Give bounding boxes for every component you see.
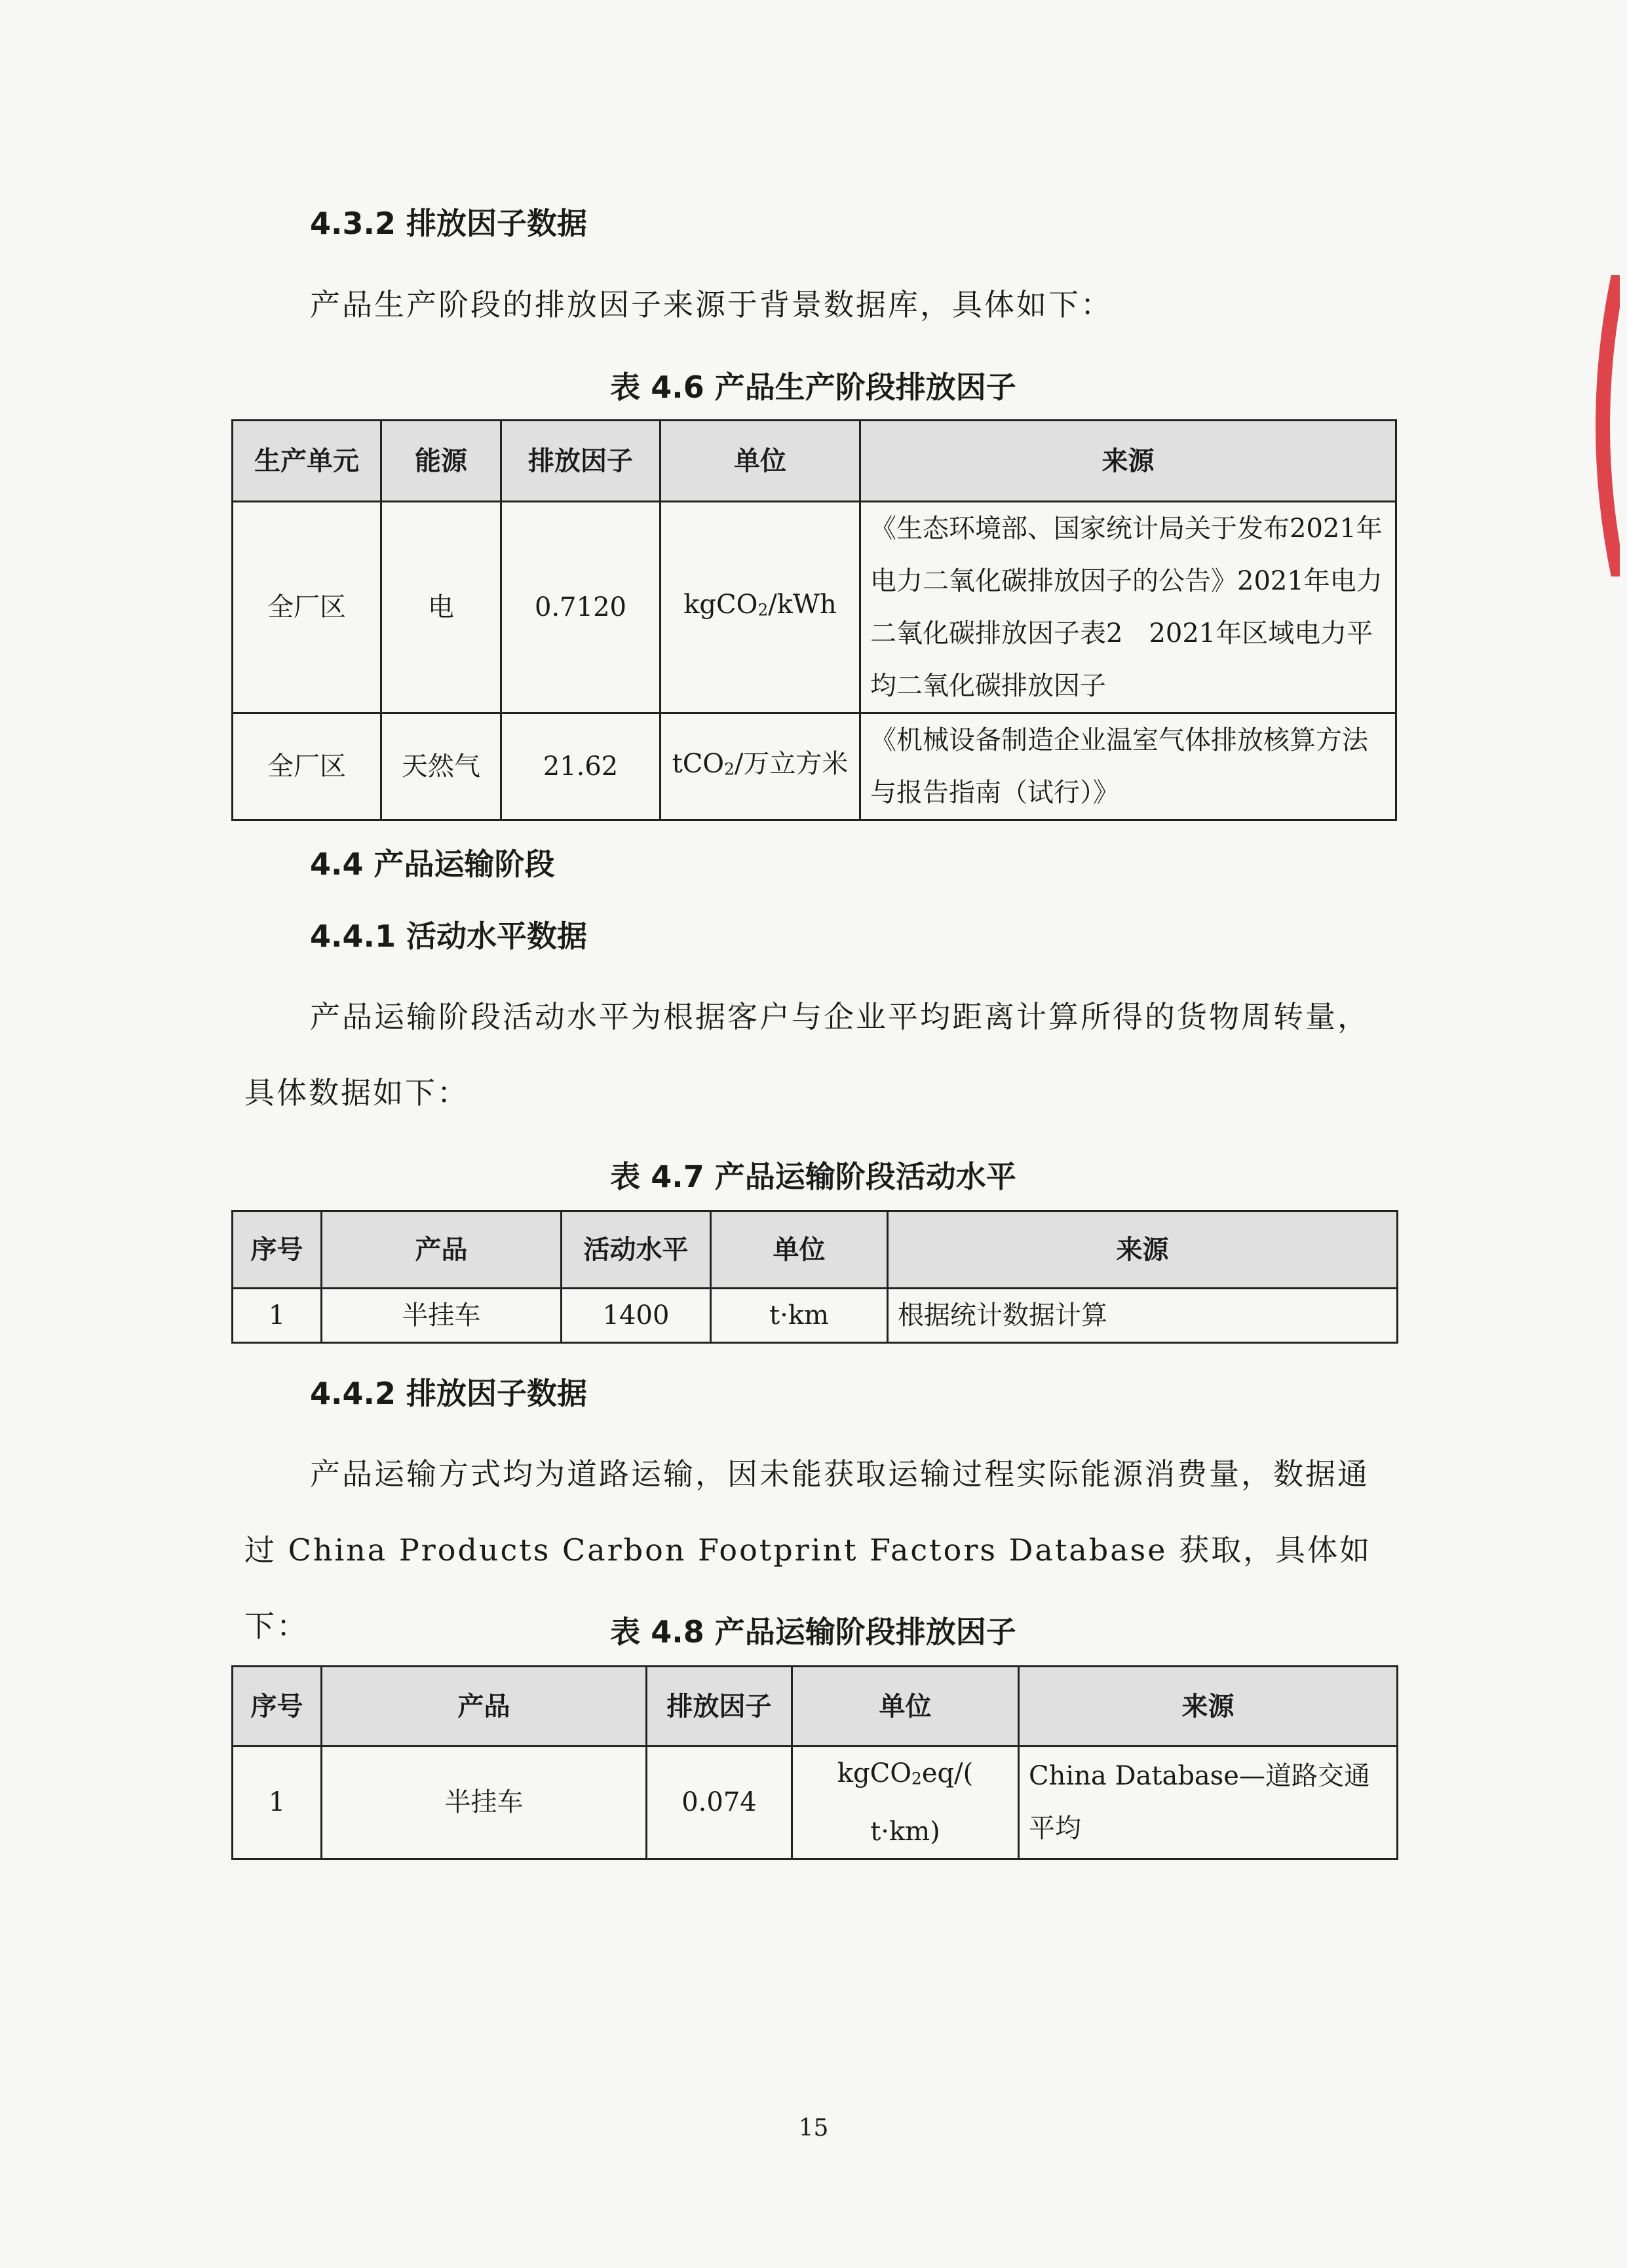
header-product: 产品 [322,1211,562,1289]
header-unit: 单位 [660,421,860,502]
table-4-8-caption: 表 4.8 产品运输阶段排放因子 [610,1614,1016,1650]
section-4-4-heading: 4.4 产品运输阶段 [310,846,555,882]
section-4-3-2-intro: 产品生产阶段的排放因子来源于背景数据库，具体如下： [310,287,1113,322]
red-seal-stamp [1580,275,1620,576]
table-4-6-caption: 表 4.6 产品生产阶段排放因子 [610,369,1016,405]
cell-unit: tCO$_2$/万立方米 [660,713,860,820]
header-unit: 单位 [711,1211,888,1289]
section-4-4-1-intro: 产品运输阶段活动水平为根据客户与企业平均距离计算所得的货物周转量，具体数据如下： [244,999,1369,1110]
cell-production-unit: 全厂区 [233,713,381,820]
cell-number: 1 [233,1289,322,1343]
section-4-4-2-heading: 4.4.2 排放因子数据 [310,1376,587,1411]
header-energy: 能源 [381,421,501,502]
cell-source: 《生态环境部、国家统计局关于发布2021年电力二氧化碳排放因子的公告》2021年电力二氧化碳排放因子表2 2021年区域电力平均二氧化碳排放因子 [860,502,1396,713]
cell-emission-factor: 21.62 [501,713,660,820]
header-source: 来源 [888,1211,1398,1289]
section-4-3-2-heading: 4.3.2 排放因子数据 [310,206,587,241]
cell-product: 半挂车 [322,1289,562,1343]
cell-source: China Database—道路交通平均 [1019,1747,1398,1859]
header-emission-factor: 排放因子 [647,1667,792,1747]
page-number: 15 [798,2115,829,2142]
table-row [233,713,1396,820]
cell-emission-factor: 0.074 [647,1747,792,1859]
cell-number: 1 [233,1747,322,1859]
cell-activity-level: 1400 [562,1289,711,1343]
cell-unit: kgCO$_2$eq/( t·km) [792,1747,1019,1859]
header-product: 产品 [322,1667,647,1747]
table-4-6 [231,419,1397,821]
header-number: 序号 [233,1211,322,1289]
cell-unit: kgCO$_2$/kWh [660,502,860,713]
table-row [233,1747,1398,1859]
table-4-8 [231,1665,1398,1860]
header-number: 序号 [233,1667,322,1747]
header-emission-factor: 排放因子 [501,421,660,502]
table-header-row [233,1667,1398,1747]
header-source: 来源 [860,421,1396,502]
table-row [233,1289,1398,1343]
section-4-4-1-heading: 4.4.1 活动水平数据 [310,918,587,954]
cell-source: 根据统计数据计算 [888,1289,1398,1343]
cell-production-unit: 全厂区 [233,502,381,713]
cell-energy: 电 [381,502,501,713]
cell-energy: 天然气 [381,713,501,820]
table-row [233,502,1396,713]
table-header-row [233,1211,1398,1289]
cell-source: 《机械设备制造企业温室气体排放核算方法与报告指南（试行）》 [860,713,1396,820]
section-4-4-2-intro: 产品运输方式均为道路运输，因未能获取运输过程实际能源消费量，数据通过 China Products Carbon Footprint Factors Database 获取，具体如下： [244,1456,1372,1644]
cell-emission-factor: 0.7120 [501,502,660,713]
table-header-row [233,421,1396,502]
header-source: 来源 [1019,1667,1398,1747]
cell-unit: t·km [711,1289,888,1343]
cell-product: 半挂车 [322,1747,647,1859]
table-4-7-caption: 表 4.7 产品运输阶段活动水平 [610,1159,1016,1194]
header-production-unit: 生产单元 [233,421,381,502]
stamp-arc [1603,275,1618,576]
header-activity-level: 活动水平 [562,1211,711,1289]
header-unit: 单位 [792,1667,1019,1747]
table-4-7 [231,1210,1398,1344]
